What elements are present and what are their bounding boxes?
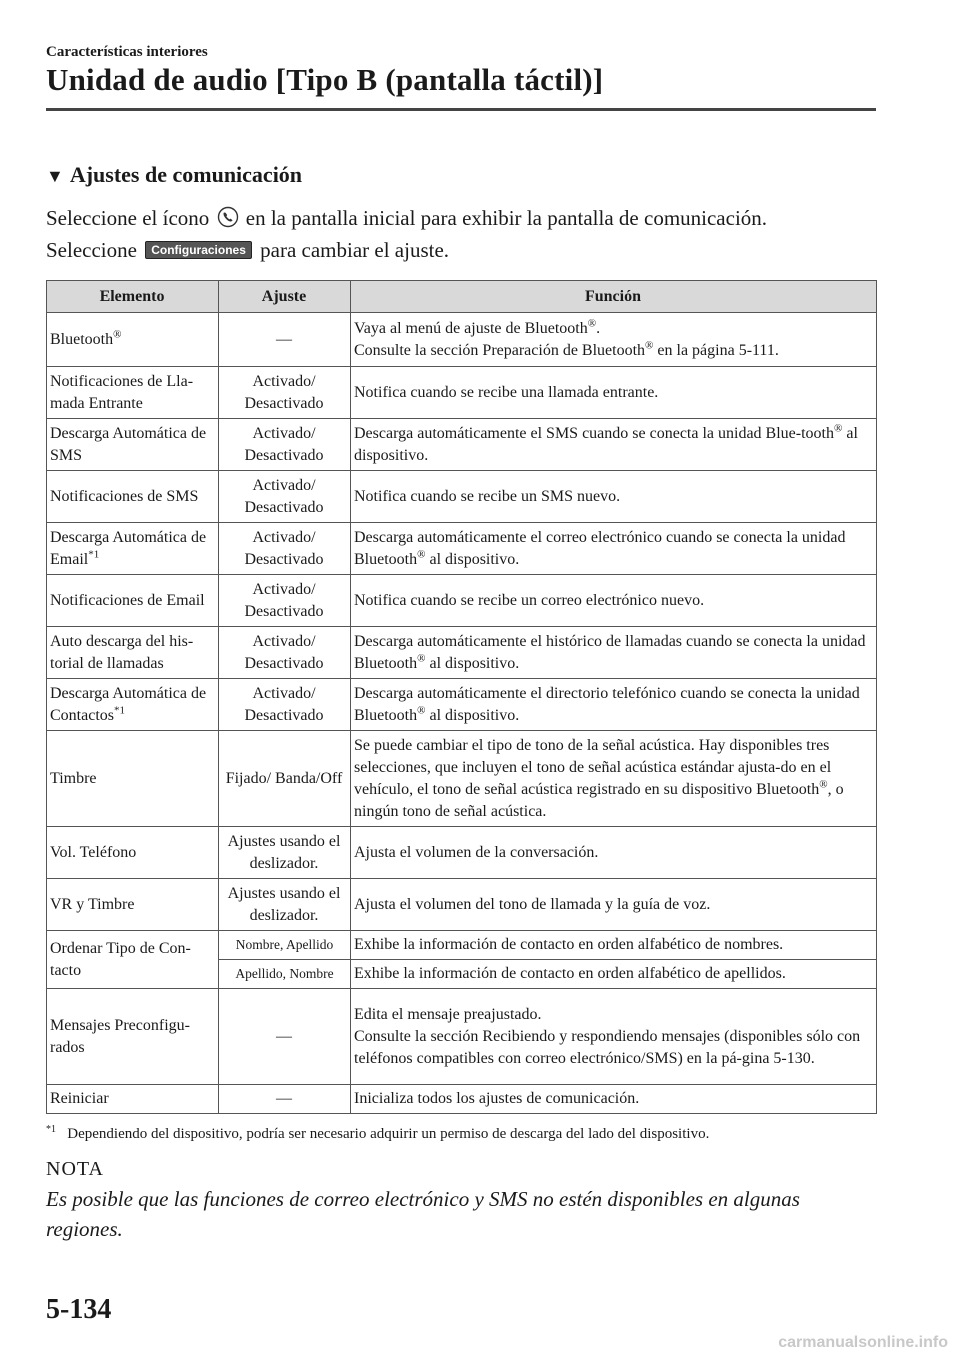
table-row: [47, 731, 877, 827]
cell-elemento: Mensajes Preconfigu-rados: [47, 989, 219, 1085]
cell-elemento: Notificaciones de Email: [47, 575, 219, 627]
cell-ajuste: Activado/ Desactivado: [219, 679, 351, 731]
table-row: [47, 879, 877, 931]
cell-elemento: Descarga Automática de Email$^{*1}$: [47, 523, 219, 575]
intro2-text-b: para cambiar el ajuste.: [254, 238, 450, 262]
footnote: [46, 1124, 709, 1143]
cell-funcion: Notifica cuando se recibe un SMS nuevo.: [351, 471, 877, 523]
table-row: [47, 575, 877, 627]
cell-ajuste: Apellido, Nombre: [219, 960, 351, 989]
cell-funcion: Se puede cambiar el tipo de tono de la señal acústica. Hay disponibles tres selecciones, que incluyen el tono de señal acústica estándar ajusta-do en el vehículo, el tono de señal acústica registrado en su dispositivo Bluetooth®, o ningún tono de señal acústica.: [351, 731, 877, 827]
intro-line-1: [46, 206, 767, 234]
triangle-bullet-icon: ▼: [46, 166, 64, 186]
cell-elemento: Auto descarga del his-torial de llamadas: [47, 627, 219, 679]
cell-funcion: Ajusta el volumen del tono de llamada y la guía de voz.: [351, 879, 877, 931]
cell-elemento: Descarga Automática de Contactos$^{*1}$: [47, 679, 219, 731]
intro1-text-a: Seleccione el ícono: [46, 206, 215, 230]
cell-elemento: Bluetooth®: [47, 313, 219, 367]
cell-ajuste: Activado/ Desactivado: [219, 367, 351, 419]
cell-funcion: Vaya al menú de ajuste de Bluetooth®. Consulte la sección Preparación de Bluetooth® en la página 5-111.: [351, 313, 877, 367]
cell-elemento: Vol. Teléfono: [47, 827, 219, 879]
table-row: [47, 367, 877, 419]
table-row: [47, 471, 877, 523]
cell-funcion: Edita el mensaje preajustado. Consulte la sección Recibiendo y respondiendo mensajes (disponibles sólo con teléfonos compatibles con correo electrónico/SMS) en la pá-gina 5-130.: [351, 989, 877, 1085]
cell-funcion: Notifica cuando se recibe un correo electrónico nuevo.: [351, 575, 877, 627]
cell-ajuste: Activado/ Desactivado: [219, 627, 351, 679]
page-title: Unidad de audio [Tipo B (pantalla táctil)]: [46, 62, 604, 97]
cell-funcion: Descarga automáticamente el directorio telefónico cuando se conecta la unidad Bluetooth® al dispositivo.: [351, 679, 877, 731]
cell-ajuste: —: [219, 313, 351, 367]
cell-ajuste: —: [219, 1085, 351, 1114]
communication-phone-icon: [217, 206, 239, 234]
table-row: [47, 989, 877, 1085]
footnote-mark: *1: [46, 1124, 56, 1135]
header-elemento: Elemento: [47, 281, 219, 313]
table-row: [47, 419, 877, 471]
title-divider: [46, 108, 876, 111]
intro2-text-a: Seleccione: [46, 238, 143, 262]
cell-funcion: Notifica cuando se recibe una llamada entrante.: [351, 367, 877, 419]
footnote-text: Dependiendo del dispositivo, podría ser necesario adquirir un permiso de descarga del lado del dispositivo.: [67, 1126, 710, 1142]
nota-heading: NOTA: [46, 1158, 104, 1180]
cell-elemento: Reiniciar: [47, 1085, 219, 1114]
cell-funcion: Descarga automáticamente el SMS cuando se conecta la unidad Blue-tooth® al dispositivo.: [351, 419, 877, 471]
intro1-text-b: en la pantalla inicial para exhibir la pantalla de comunicación.: [240, 206, 768, 230]
cell-elemento: Ordenar Tipo de Con-tacto: [47, 931, 219, 989]
table-header-row: [47, 281, 877, 313]
table-row: [47, 523, 877, 575]
cell-funcion: Descarga automáticamente el histórico de llamadas cuando se conecta la unidad Bluetooth® al dispositivo.: [351, 627, 877, 679]
communication-settings-table: [46, 280, 877, 1114]
cell-elemento: Notificaciones de SMS: [47, 471, 219, 523]
cell-ajuste: Fijado/ Banda/Off: [219, 731, 351, 827]
cell-elemento: Notificaciones de Lla-mada Entrante: [47, 367, 219, 419]
table-row: [47, 313, 877, 367]
cell-ajuste: Activado/ Desactivado: [219, 523, 351, 575]
table-row: [47, 1085, 877, 1114]
table-row: [47, 627, 877, 679]
chapter-label: Características interiores: [46, 44, 208, 60]
cell-ajuste: Ajustes usando el deslizador.: [219, 827, 351, 879]
cell-funcion: Inicializa todos los ajustes de comunicación.: [351, 1085, 877, 1114]
cell-ajuste: Activado/ Desactivado: [219, 419, 351, 471]
cell-ajuste: Nombre, Apellido: [219, 931, 351, 960]
cell-funcion: Exhibe la información de contacto en orden alfabético de nombres.: [351, 931, 877, 960]
cell-funcion: Exhibe la información de contacto en orden alfabético de apellidos.: [351, 960, 877, 989]
table-row: [47, 679, 877, 731]
cell-ajuste: Activado/ Desactivado: [219, 471, 351, 523]
cell-ajuste: Ajustes usando el deslizador.: [219, 879, 351, 931]
cell-elemento: Descarga Automática de SMS: [47, 419, 219, 471]
table-row: [47, 931, 877, 960]
cell-ajuste: —: [219, 989, 351, 1085]
configuraciones-button-image: Configuraciones: [145, 241, 252, 259]
intro-line-2: [46, 238, 449, 263]
cell-ajuste: Activado/ Desactivado: [219, 575, 351, 627]
cell-funcion: Descarga automáticamente el correo electrónico cuando se conecta la unidad Bluetooth® al dispositivo.: [351, 523, 877, 575]
header-funcion: Función: [351, 281, 877, 313]
table-row: [47, 827, 877, 879]
section-heading: [46, 162, 302, 188]
cell-elemento: Timbre: [47, 731, 219, 827]
cell-funcion: Ajusta el volumen de la conversación.: [351, 827, 877, 879]
cell-elemento: VR y Timbre: [47, 879, 219, 931]
watermark: carmanualsonline.info: [778, 1334, 948, 1351]
header-ajuste: Ajuste: [219, 281, 351, 313]
section-title: Ajustes de comunicación: [69, 162, 303, 187]
page-number: 5-134: [46, 1294, 112, 1325]
nota-text: Es posible que las funciones de correo electrónico y SMS no estén disponibles en algunas regiones.: [46, 1187, 800, 1241]
